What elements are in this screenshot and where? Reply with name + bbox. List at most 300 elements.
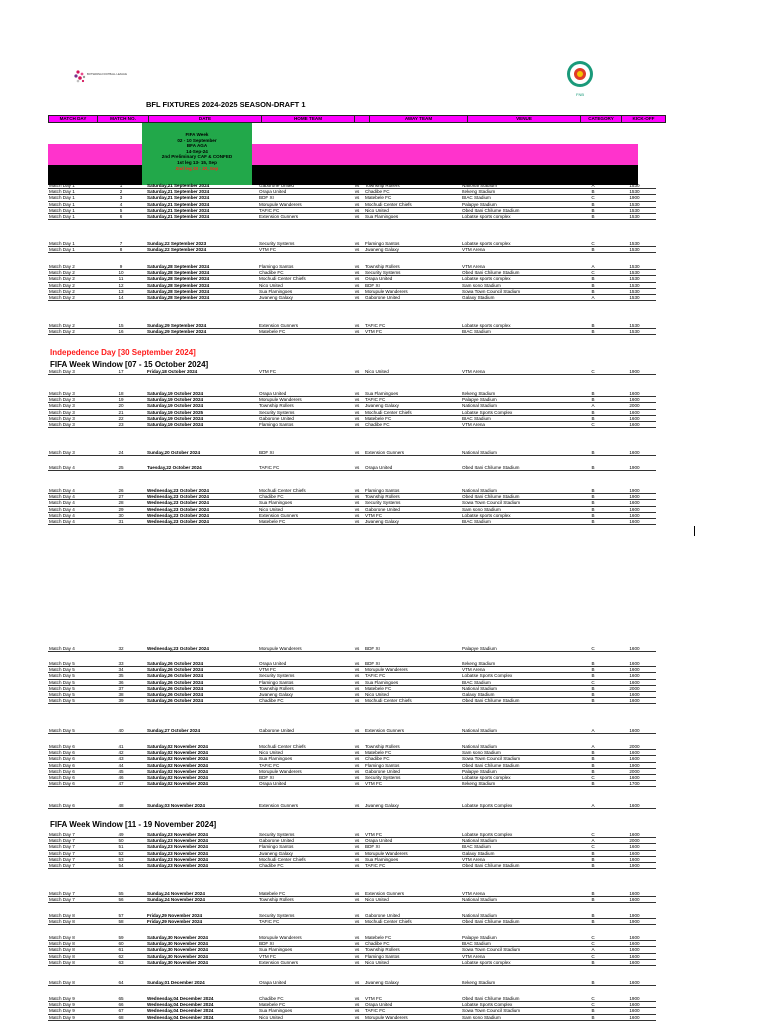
away-team: Nico United xyxy=(364,897,461,903)
match-date: Sunday,29 September 2024 xyxy=(146,329,258,335)
black-band xyxy=(48,165,638,185)
away-team: VTM FC xyxy=(364,832,461,838)
home-team: Township Rollers xyxy=(258,897,350,903)
fixtures-table xyxy=(48,728,656,734)
fixtures-table xyxy=(48,369,656,375)
vs-label: vs xyxy=(350,863,364,869)
home-team: Sua Flamingoes xyxy=(258,288,350,294)
match-no: 56 xyxy=(96,897,146,903)
kick-off: 1900 xyxy=(613,488,656,494)
home-team: Matebele FC xyxy=(258,519,350,525)
match-date: Saturday,19 October 2024 xyxy=(146,415,258,421)
match-date: Wednesday,23 October 2024 xyxy=(146,488,258,494)
kick-off: 1600 xyxy=(613,667,656,673)
match-date: Saturday,19 October 2025 xyxy=(146,409,258,415)
home-team: Security Systems xyxy=(258,241,350,247)
home-team: Flamingo Santos xyxy=(258,679,350,685)
match-date: Saturday,28 September 2024 xyxy=(146,288,258,294)
category: C xyxy=(573,1002,613,1008)
kick-off: 1900 xyxy=(613,369,656,375)
away-team: Jwaneng Galaxy xyxy=(364,247,461,253)
vs-label: vs xyxy=(350,891,364,897)
match-date: Sunday,01 December 2024 xyxy=(146,980,258,986)
category: B xyxy=(573,919,613,925)
vs-label: vs xyxy=(350,397,364,403)
match-date: Saturday,21 September 2024 xyxy=(146,189,258,195)
vs-label: vs xyxy=(350,506,364,512)
away-team: BDF XI xyxy=(364,661,461,667)
home-team: Mochudi Center Chiefs xyxy=(258,488,350,494)
fixture-group xyxy=(48,832,638,869)
away-team: Nico United xyxy=(364,369,461,375)
away-team: BDF XI xyxy=(364,646,461,652)
kick-off: 1600 xyxy=(613,941,656,947)
match-no: 53 xyxy=(96,856,146,862)
home-team: Morupule Wanderers xyxy=(258,768,350,774)
match-date: Saturday,26 October 2024 xyxy=(146,679,258,685)
match-date: Wednesday,04 December 2024 xyxy=(146,1014,258,1020)
match-day: Match Day 8 xyxy=(48,919,96,925)
fixtures-table xyxy=(48,264,656,301)
vs-label: vs xyxy=(350,391,364,397)
match-date: Saturday,23 November 2024 xyxy=(146,838,258,844)
home-team: Matebele FC xyxy=(258,891,350,897)
venue: Palapye Stadium xyxy=(461,935,573,941)
match-no: 12 xyxy=(96,282,146,288)
home-team: Extension Gunners xyxy=(258,323,350,329)
vs-label: vs xyxy=(350,768,364,774)
match-day: Match Day 1 xyxy=(48,183,96,189)
match-no: 32 xyxy=(96,646,146,652)
kick-off: 1530 xyxy=(613,295,656,301)
fixtures-table xyxy=(48,323,656,335)
vs-label: vs xyxy=(350,264,364,270)
venue: Lobatse Sports Complex xyxy=(461,409,573,415)
away-team: Jwaneng Galaxy xyxy=(364,519,461,525)
fifa-banner xyxy=(48,123,638,183)
match-date: Saturday,26 October 2024 xyxy=(146,692,258,698)
kick-off: 1600 xyxy=(613,953,656,959)
venue: Lobatse sports complex xyxy=(461,323,573,329)
fifa-week-box xyxy=(142,123,252,185)
match-day: Match Day 3 xyxy=(48,415,96,421)
vs-label: vs xyxy=(350,201,364,207)
match-no: 58 xyxy=(96,919,146,925)
match-date: Saturday,19 October 2024 xyxy=(146,422,258,428)
col-away-team: AWAY TEAM xyxy=(370,116,468,123)
match-date: Sunday,24 November 2024 xyxy=(146,897,258,903)
match-day: Match Day 1 xyxy=(48,189,96,195)
vs-label: vs xyxy=(350,323,364,329)
category: A xyxy=(573,947,613,953)
category: B xyxy=(573,756,613,762)
kick-off: 1530 xyxy=(613,214,656,220)
match-day: Match Day 4 xyxy=(48,465,96,471)
vs-label: vs xyxy=(350,422,364,428)
match-day: Match Day 4 xyxy=(48,512,96,518)
match-day: Match Day 9 xyxy=(48,996,96,1002)
home-team: Sua Flamingoes xyxy=(258,947,350,953)
col-kick-off: KICK-OFF xyxy=(622,116,666,123)
kick-off: 1600 xyxy=(613,891,656,897)
match-no: 18 xyxy=(96,391,146,397)
home-team: Nico United xyxy=(258,1014,350,1020)
category: B xyxy=(573,980,613,986)
bfl-logo xyxy=(70,66,128,90)
kick-off: 1600 xyxy=(613,698,656,704)
match-day: Match Day 7 xyxy=(48,863,96,869)
match-no: 48 xyxy=(96,803,146,809)
category: B xyxy=(573,512,613,518)
match-date: Saturday,30 November 2024 xyxy=(146,935,258,941)
match-date: Wednesday,23 October 2024 xyxy=(146,512,258,518)
category: A xyxy=(573,803,613,809)
home-team: Security Systems xyxy=(258,832,350,838)
match-day: Match Day 9 xyxy=(48,1014,96,1020)
category: B xyxy=(573,506,613,512)
home-team: Nico United xyxy=(258,506,350,512)
fixtures-table xyxy=(48,488,656,525)
fixtures-table xyxy=(48,803,656,809)
category: B xyxy=(573,661,613,667)
category: B xyxy=(573,329,613,335)
col-category: CATEGORY xyxy=(581,116,622,123)
home-team: Nico United xyxy=(258,282,350,288)
match-date: Saturday,30 November 2024 xyxy=(146,959,258,965)
venue: Sowa Town Council Stadium xyxy=(461,947,573,953)
venue: Sowa Town Council Stadium xyxy=(461,1008,573,1014)
kick-off: 1600 xyxy=(613,679,656,685)
fixture-row xyxy=(48,897,656,903)
category: B xyxy=(573,692,613,698)
fixtures-table xyxy=(48,935,656,966)
vs-label: vs xyxy=(350,450,364,456)
match-no: 6 xyxy=(96,214,146,220)
pink-band xyxy=(48,144,638,165)
away-team: Nico United xyxy=(364,207,461,213)
match-no: 30 xyxy=(96,512,146,518)
match-day: Match Day 4 xyxy=(48,519,96,525)
match-day: Match Day 2 xyxy=(48,264,96,270)
away-team: Flamingo Santos xyxy=(364,762,461,768)
kick-off: 1600 xyxy=(613,775,656,781)
away-team: Matebele FC xyxy=(364,685,461,691)
fixture-group xyxy=(48,369,638,375)
category: C xyxy=(573,775,613,781)
match-date: Saturday,19 October 2024 xyxy=(146,403,258,409)
match-date: Wednesday,23 October 2024 xyxy=(146,500,258,506)
kick-off: 1900 xyxy=(613,762,656,768)
match-no: 57 xyxy=(96,913,146,919)
away-team: Orapa United xyxy=(364,465,461,471)
match-date: Wednesday,04 December 2024 xyxy=(146,1008,258,1014)
match-day: Match Day 4 xyxy=(48,646,96,652)
venue: Lobatse sports complex xyxy=(461,512,573,518)
away-team: VTM FC xyxy=(364,329,461,335)
fixture-group xyxy=(48,323,638,335)
kick-off: 1530 xyxy=(613,189,656,195)
match-day: Match Day 5 xyxy=(48,667,96,673)
venue: Itekeng Stadium xyxy=(461,189,573,195)
fixtures-table xyxy=(48,832,656,869)
match-day: Match Day 8 xyxy=(48,941,96,947)
match-no: 47 xyxy=(96,781,146,787)
fixture-row xyxy=(48,329,656,335)
match-day: Match Day 6 xyxy=(48,768,96,774)
category: B xyxy=(573,781,613,787)
venue: VTM Arena xyxy=(461,953,573,959)
match-date: Saturday,02 November 2024 xyxy=(146,775,258,781)
category: B xyxy=(573,391,613,397)
vs-label: vs xyxy=(350,488,364,494)
fixtures-table xyxy=(48,980,656,986)
match-no: 35 xyxy=(96,673,146,679)
match-no: 36 xyxy=(96,679,146,685)
category: B xyxy=(573,685,613,691)
home-team: TAFIC FC xyxy=(258,207,350,213)
venue: VTM Arena xyxy=(461,369,573,375)
match-day: Match Day 6 xyxy=(48,744,96,750)
venue: Lobatse sports complex xyxy=(461,214,573,220)
match-day: Match Day 2 xyxy=(48,329,96,335)
away-team: Flamingo Santos xyxy=(364,488,461,494)
home-team: Matebele FC xyxy=(258,1002,350,1008)
venue: Obed Itani Chilume Stadium xyxy=(461,270,573,276)
home-team: Morupule Wanderers xyxy=(258,201,350,207)
kick-off: 1530 xyxy=(613,288,656,294)
vs-label: vs xyxy=(350,465,364,471)
text-cursor xyxy=(694,526,695,536)
home-team: Gaborone United xyxy=(258,838,350,844)
match-day: Match Day 8 xyxy=(48,959,96,965)
match-day: Match Day 2 xyxy=(48,295,96,301)
vs-label: vs xyxy=(350,1008,364,1014)
kick-off: 2000 xyxy=(613,685,656,691)
fixture-group xyxy=(48,803,638,809)
match-day: Match Day 8 xyxy=(48,953,96,959)
away-team: Gaborone United xyxy=(364,295,461,301)
away-team: TAFIC FC xyxy=(364,863,461,869)
vs-label: vs xyxy=(350,415,364,421)
fixture-group xyxy=(48,913,638,925)
match-no: 55 xyxy=(96,891,146,897)
vs-label: vs xyxy=(350,959,364,965)
fixture-row xyxy=(48,728,656,734)
home-team: Mochudi Center Chiefs xyxy=(258,744,350,750)
match-no: 49 xyxy=(96,832,146,838)
match-date: Saturday,28 September 2024 xyxy=(146,282,258,288)
venue: Galaxy Stadium xyxy=(461,850,573,856)
match-no: 63 xyxy=(96,959,146,965)
venue: Sam sono Stadium xyxy=(461,506,573,512)
fixture-group xyxy=(48,264,638,301)
match-no: 27 xyxy=(96,494,146,500)
category: B xyxy=(573,863,613,869)
category: B xyxy=(573,450,613,456)
kick-off: 1600 xyxy=(613,673,656,679)
kick-off: 1600 xyxy=(613,409,656,415)
home-team: Extension Gunners xyxy=(258,959,350,965)
venue: Itekeng Stadium xyxy=(461,781,573,787)
category: B xyxy=(573,500,613,506)
home-team: Mochudi Center Chiefs xyxy=(258,276,350,282)
match-day: Match Day 1 xyxy=(48,207,96,213)
vs-label: vs xyxy=(350,329,364,335)
match-no: 25 xyxy=(96,465,146,471)
match-no: 19 xyxy=(96,397,146,403)
venue: Lobatse Sports Complex xyxy=(461,803,573,809)
match-day: Match Day 7 xyxy=(48,832,96,838)
venue: BIAC Stadium xyxy=(461,844,573,850)
kick-off: 1600 xyxy=(613,750,656,756)
kick-off: 1600 xyxy=(613,512,656,518)
vs-label: vs xyxy=(350,369,364,375)
venue: Obed Itani Chilume Stadium xyxy=(461,762,573,768)
match-no: 65 xyxy=(96,996,146,1002)
kick-off: 1600 xyxy=(613,1002,656,1008)
venue: Itekeng Stadium xyxy=(461,980,573,986)
match-day: Match Day 8 xyxy=(48,947,96,953)
fixture-row xyxy=(48,214,656,220)
vs-label: vs xyxy=(350,935,364,941)
match-no: 2 xyxy=(96,189,146,195)
venue: Palapye Stadium xyxy=(461,397,573,403)
match-date: Saturday,02 November 2024 xyxy=(146,750,258,756)
category: B xyxy=(573,276,613,282)
vs-label: vs xyxy=(350,661,364,667)
kick-off: 2000 xyxy=(613,838,656,844)
away-team: Morupule Wanderers xyxy=(364,288,461,294)
fixture-group xyxy=(48,728,638,734)
match-no: 41 xyxy=(96,744,146,750)
category: C xyxy=(573,679,613,685)
away-team: Jwaneng Galaxy xyxy=(364,803,461,809)
fifa-line-red: 2nd leg 20 - 22, Sep xyxy=(175,165,219,171)
venue: VTM Arena xyxy=(461,667,573,673)
category: C xyxy=(573,195,613,201)
kick-off: 1600 xyxy=(613,856,656,862)
category: A xyxy=(573,744,613,750)
venue: Obed Itani Chilume Stadium xyxy=(461,919,573,925)
kick-off: 1530 xyxy=(613,329,656,335)
venue: BIAC Stadium xyxy=(461,329,573,335)
venue: National Stadium xyxy=(461,450,573,456)
category: C xyxy=(573,935,613,941)
home-team: Orapa United xyxy=(258,980,350,986)
match-date: Saturday,21 September 2024 xyxy=(146,207,258,213)
venue: Lobatse Sports Complex xyxy=(461,1002,573,1008)
fixtures-sheet-top xyxy=(48,115,655,183)
home-team: Gaborone United xyxy=(258,728,350,734)
away-team: Security Systems xyxy=(364,775,461,781)
home-team: Security Systems xyxy=(258,913,350,919)
category: B xyxy=(573,488,613,494)
kick-off: 1530 xyxy=(613,270,656,276)
match-no: 51 xyxy=(96,844,146,850)
match-day: Match Day 9 xyxy=(48,1002,96,1008)
vs-label: vs xyxy=(350,756,364,762)
home-team: Flamingo Santos xyxy=(258,422,350,428)
category: B xyxy=(573,897,613,903)
venue: Sam sono Stadium xyxy=(461,750,573,756)
category: B xyxy=(573,415,613,421)
kick-off: 1530 xyxy=(613,207,656,213)
match-no: 68 xyxy=(96,1014,146,1020)
match-date: Saturday,23 November 2024 xyxy=(146,850,258,856)
match-no: 34 xyxy=(96,667,146,673)
vs-label: vs xyxy=(350,803,364,809)
vs-label: vs xyxy=(350,189,364,195)
vs-label: vs xyxy=(350,1002,364,1008)
match-day: Match Day 4 xyxy=(48,506,96,512)
fixtures-table xyxy=(48,183,656,220)
fifa-week-november-heading: FIFA Week Window [11 - 19 November 2024] xyxy=(50,820,217,829)
away-team: Nico United xyxy=(364,692,461,698)
match-date: Saturday,02 November 2024 xyxy=(146,768,258,774)
fixture-row xyxy=(48,247,656,253)
home-team: Nico United xyxy=(258,750,350,756)
home-team: Gaborone United xyxy=(258,183,350,189)
category: B xyxy=(573,913,613,919)
vs-label: vs xyxy=(350,207,364,213)
vs-label: vs xyxy=(350,270,364,276)
fixture-row xyxy=(48,465,656,471)
category: C xyxy=(573,844,613,850)
match-date: Saturday,28 September 2024 xyxy=(146,270,258,276)
match-no: 15 xyxy=(96,323,146,329)
category: B xyxy=(573,667,613,673)
away-team: VTM FC xyxy=(364,996,461,1002)
svg-text:BOTSWANA FOOTBALL LEAGUE: BOTSWANA FOOTBALL LEAGUE xyxy=(87,73,128,76)
match-date: Friday,18 October 2024 xyxy=(146,369,258,375)
match-date: Wednesday,23 October 2024 xyxy=(146,646,258,652)
document-title: BFL FIXTURES 2024-2025 SEASON-DRAFT 1 xyxy=(146,100,306,109)
match-no: 4 xyxy=(96,201,146,207)
match-no: 9 xyxy=(96,264,146,270)
match-day: Match Day 8 xyxy=(48,913,96,919)
match-day: Match Day 7 xyxy=(48,838,96,844)
category: A xyxy=(573,183,613,189)
match-day: Match Day 2 xyxy=(48,323,96,329)
category: B xyxy=(573,288,613,294)
venue: VTM Arena xyxy=(461,856,573,862)
category: B xyxy=(573,850,613,856)
venue: VTM Arena xyxy=(461,891,573,897)
kick-off: 1700 xyxy=(613,781,656,787)
away-team: Extension Gunners xyxy=(364,450,461,456)
fixtures-table xyxy=(48,241,656,253)
kick-off: 2000 xyxy=(613,403,656,409)
away-team: Gaborone United xyxy=(364,768,461,774)
category: C xyxy=(573,953,613,959)
away-team: Township Rollers xyxy=(364,494,461,500)
away-team: Orapa United xyxy=(364,838,461,844)
kick-off: 1530 xyxy=(613,264,656,270)
match-day: Match Day 5 xyxy=(48,698,96,704)
kick-off: 1600 xyxy=(613,728,656,734)
match-no: 60 xyxy=(96,941,146,947)
category: B xyxy=(573,323,613,329)
away-team: Nico United xyxy=(364,959,461,965)
away-team: Township Rollers xyxy=(364,183,461,189)
match-day: Match Day 6 xyxy=(48,803,96,809)
vs-label: vs xyxy=(350,832,364,838)
away-team: VTM FC xyxy=(364,781,461,787)
match-day: Match Day 3 xyxy=(48,369,96,375)
match-no: 1 xyxy=(96,183,146,189)
home-team: VTM FC xyxy=(258,247,350,253)
match-date: Sunday,20 October 2024 xyxy=(146,450,258,456)
